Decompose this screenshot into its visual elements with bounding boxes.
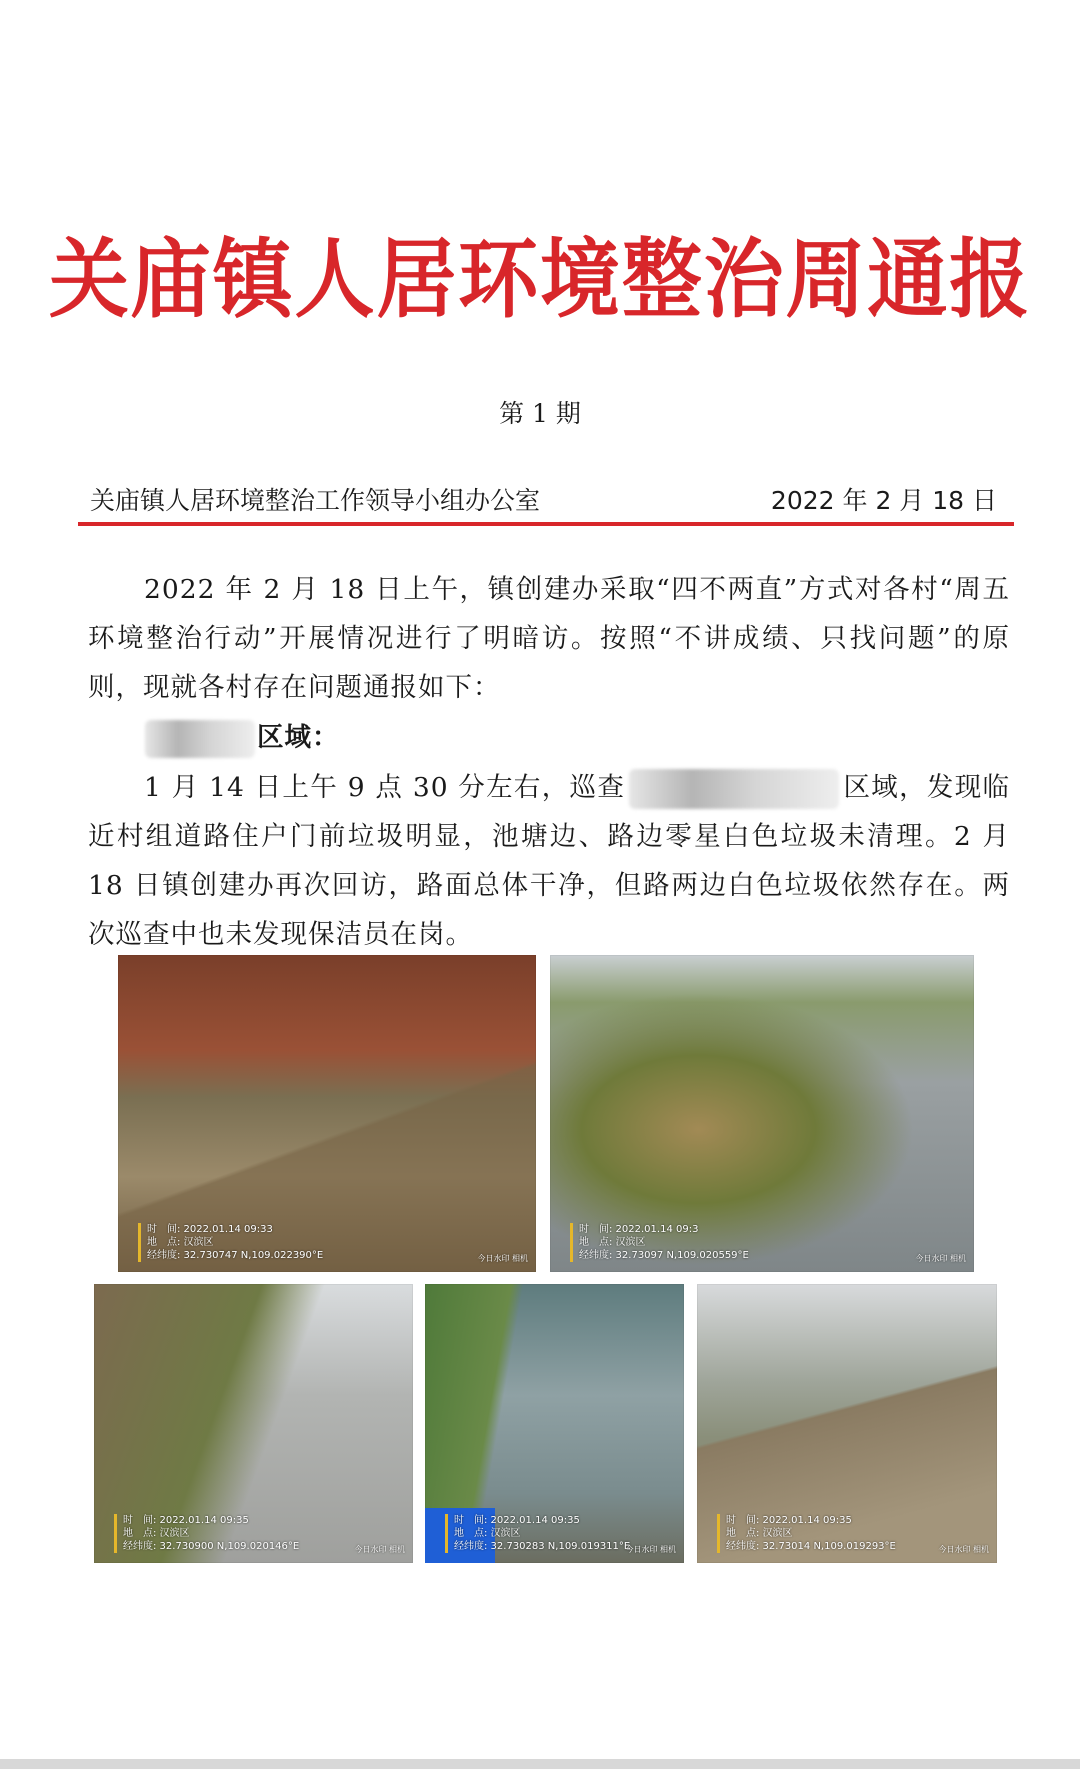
watermark-coords: 经纬度: 32.730283 N,109.019311°E: [454, 1541, 631, 1552]
photo-watermark: [445, 1514, 630, 1553]
issue-number: 第 1 期: [499, 399, 581, 428]
watermark-brand: 今日水印 相机: [915, 1254, 966, 1263]
area-heading: [145, 713, 545, 762]
inspection-paragraph: [88, 763, 1010, 959]
watermark-coords: 经纬度: 32.730900 N,109.020146°E: [123, 1541, 300, 1552]
photo-watermark: [717, 1514, 896, 1553]
intro-paragraph: 2022 年 2 月 18 日上午，镇创建办采取“四不两直”方式对各村“周五环境整治行动”开展情况进行了明暗访。按照“不讲成绩、只找问题”的原则，现就各村存在问题通报如下：: [88, 574, 1010, 703]
inspection-text-rest: 区域，发现临近村组道路住户门前垃圾明显，池塘边、路边零星白色垃圾未清理。2 月 18 日镇创建办再次回访，路面总体干净，但路两边白色垃圾依然存在。两次巡查中也未发现保洁员在岗。: [88, 772, 1010, 950]
bottom-scrollbar[interactable]: [0, 1759, 1080, 1769]
bulletin-title: 关庙镇人居环境整治周通报: [48, 229, 1032, 330]
issue-date: 2022 年 2 月 18 日: [770, 486, 997, 515]
inspection-text-start: 1 月 14 日上午 9 点 30 分左右，巡查: [144, 772, 626, 803]
evidence-photo-5: [697, 1284, 997, 1563]
watermark-time: 时 间: 2022.01.14 09:35: [726, 1515, 852, 1526]
watermark-place: 地 点: 汉滨区: [579, 1237, 646, 1248]
evidence-photo-2: [550, 955, 974, 1272]
watermark-coords: 经纬度: 32.730747 N,109.022390°E: [147, 1250, 324, 1261]
watermark-time: 时 间: 2022.01.14 09:33: [147, 1224, 273, 1235]
watermark-coords: 经纬度: 32.73097 N,109.020559°E: [579, 1250, 749, 1261]
watermark-place: 地 点: 汉滨区: [726, 1528, 793, 1539]
watermark-brand: 今日水印 相机: [477, 1254, 528, 1263]
watermark-brand: 今日水印 相机: [938, 1545, 989, 1554]
watermark-place: 地 点: 汉滨区: [454, 1528, 521, 1539]
photo-watermark: [114, 1514, 299, 1553]
redacted-location: [629, 769, 839, 809]
evidence-photo-4: [425, 1284, 684, 1563]
photo-watermark: [570, 1223, 749, 1262]
watermark-time: 时 间: 2022.01.14 09:35: [123, 1515, 249, 1526]
evidence-photo-1: [118, 955, 536, 1272]
watermark-time: 时 间: 2022.01.14 09:35: [454, 1515, 580, 1526]
area-heading-label: 区域：: [257, 722, 340, 753]
redacted-area-name: [145, 720, 255, 758]
photo-watermark: [138, 1223, 323, 1262]
issuing-office: 关庙镇人居环境整治工作领导小组办公室: [90, 486, 541, 515]
watermark-time: 时 间: 2022.01.14 09:3: [579, 1224, 699, 1235]
watermark-brand: 今日水印 相机: [354, 1545, 405, 1554]
evidence-photo-3: [94, 1284, 413, 1563]
watermark-brand: 今日水印 相机: [625, 1545, 676, 1554]
header-divider: [78, 522, 1014, 526]
watermark-coords: 经纬度: 32.73014 N,109.019293°E: [726, 1541, 896, 1552]
watermark-place: 地 点: 汉滨区: [123, 1528, 190, 1539]
watermark-place: 地 点: 汉滨区: [147, 1237, 214, 1248]
